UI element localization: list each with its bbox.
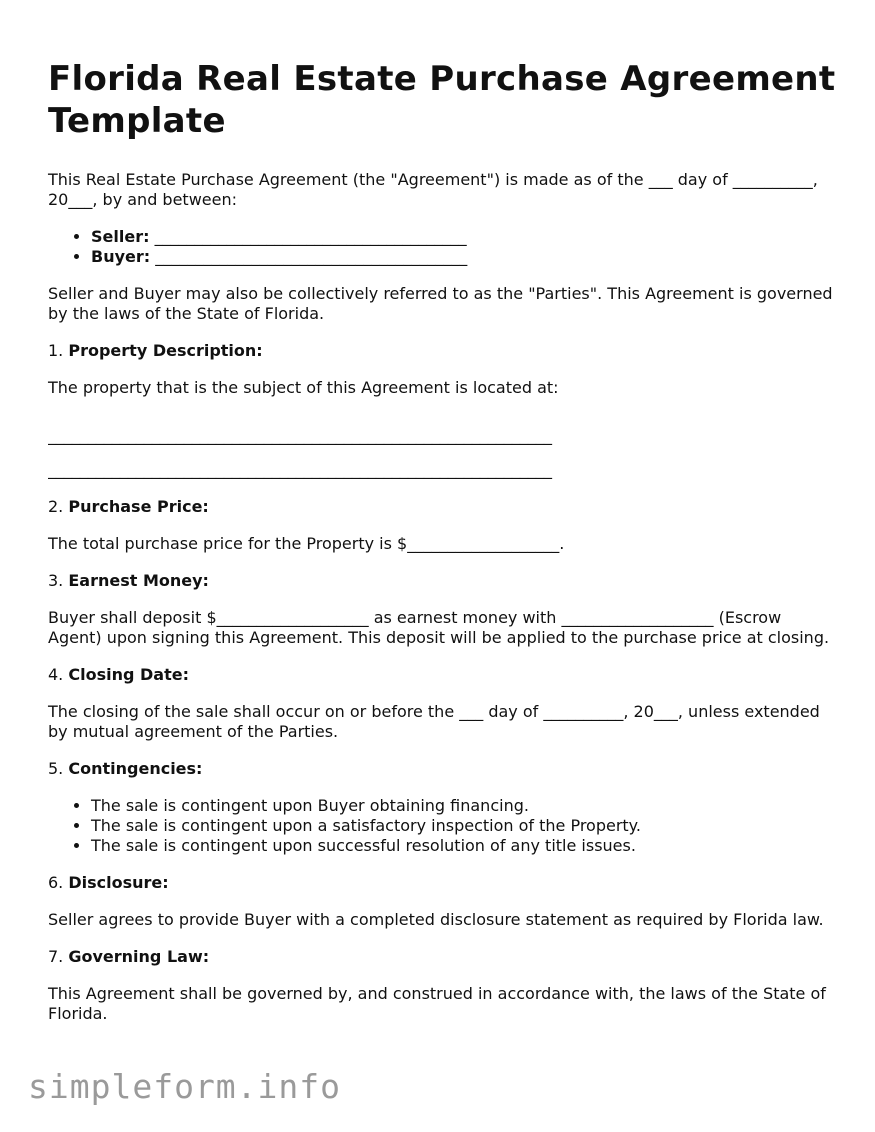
section-heading-law (48, 947, 838, 967)
section-heading-property (48, 341, 838, 361)
party-label: Buyer: (91, 247, 151, 266)
contingencies-list (48, 796, 838, 856)
list-item: • The sale is contingent upon successful resolution of any title issues. (91, 836, 838, 856)
document-page (48, 58, 838, 1041)
party-blank: _______________________________________ (154, 227, 467, 246)
earnest-text: Buyer shall deposit $___________________ as earnest money with ___________________ (Escrow Agent) upon signing this Agreement. This deposit will be applied to the purchase price at closing. (48, 608, 830, 647)
section-title: Purchase Price: (68, 497, 209, 516)
intro-paragraph: This Real Estate Purchase Agreement (the "Agreement") is made as of the ___ day of __________, 20___, by and between: (48, 170, 818, 209)
party-buyer (91, 247, 838, 267)
watermark: simpleform.info (28, 1067, 342, 1106)
section-number: 4. (48, 665, 64, 684)
parties-note: Seller and Buyer may also be collectively referred to as the "Parties". This Agreement is governed by the laws of the State of Florida. (48, 284, 833, 323)
section-heading-disclosure (48, 873, 838, 893)
closing-text: The closing of the sale shall occur on or before the ___ day of __________, 20___, unless extended by mutual agreement of the Parties. (48, 702, 820, 741)
party-blank: _______________________________________ (155, 247, 468, 266)
section-title: Property Description: (68, 341, 263, 360)
section-heading-earnest (48, 571, 838, 591)
disclosure-text: Seller agrees to provide Buyer with a completed disclosure statement as required by Florida law. (48, 910, 824, 929)
section-number: 1. (48, 341, 64, 360)
party-seller (91, 227, 838, 247)
list-item: • The sale is contingent upon a satisfactory inspection of the Property. (91, 816, 838, 836)
section-title: Governing Law: (68, 947, 210, 966)
property-blank-line-1: _______________________________________________________________ (48, 426, 552, 445)
section-title: Earnest Money: (68, 571, 209, 590)
section-title: Contingencies: (68, 759, 203, 778)
section-heading-closing (48, 665, 838, 685)
section-number: 2. (48, 497, 64, 516)
price-text: The total purchase price for the Property is $___________________. (48, 534, 565, 553)
parties-list (48, 227, 838, 267)
document-title: Florida Real Estate Purchase Agreement Template (48, 59, 836, 141)
section-heading-price (48, 497, 838, 517)
list-item: • The sale is contingent upon Buyer obtaining financing. (91, 796, 838, 816)
section-number: 5. (48, 759, 64, 778)
section-heading-contingencies (48, 759, 838, 779)
property-text: The property that is the subject of this Agreement is located at: (48, 378, 559, 397)
party-label: Seller: (91, 227, 150, 246)
section-number: 7. (48, 947, 64, 966)
section-number: 3. (48, 571, 64, 590)
property-blank-line-2: _______________________________________________________________ (48, 460, 552, 479)
law-text: This Agreement shall be governed by, and construed in accordance with, the laws of the State of Florida. (48, 984, 826, 1023)
section-number: 6. (48, 873, 64, 892)
section-title: Disclosure: (68, 873, 169, 892)
section-title: Closing Date: (68, 665, 189, 684)
